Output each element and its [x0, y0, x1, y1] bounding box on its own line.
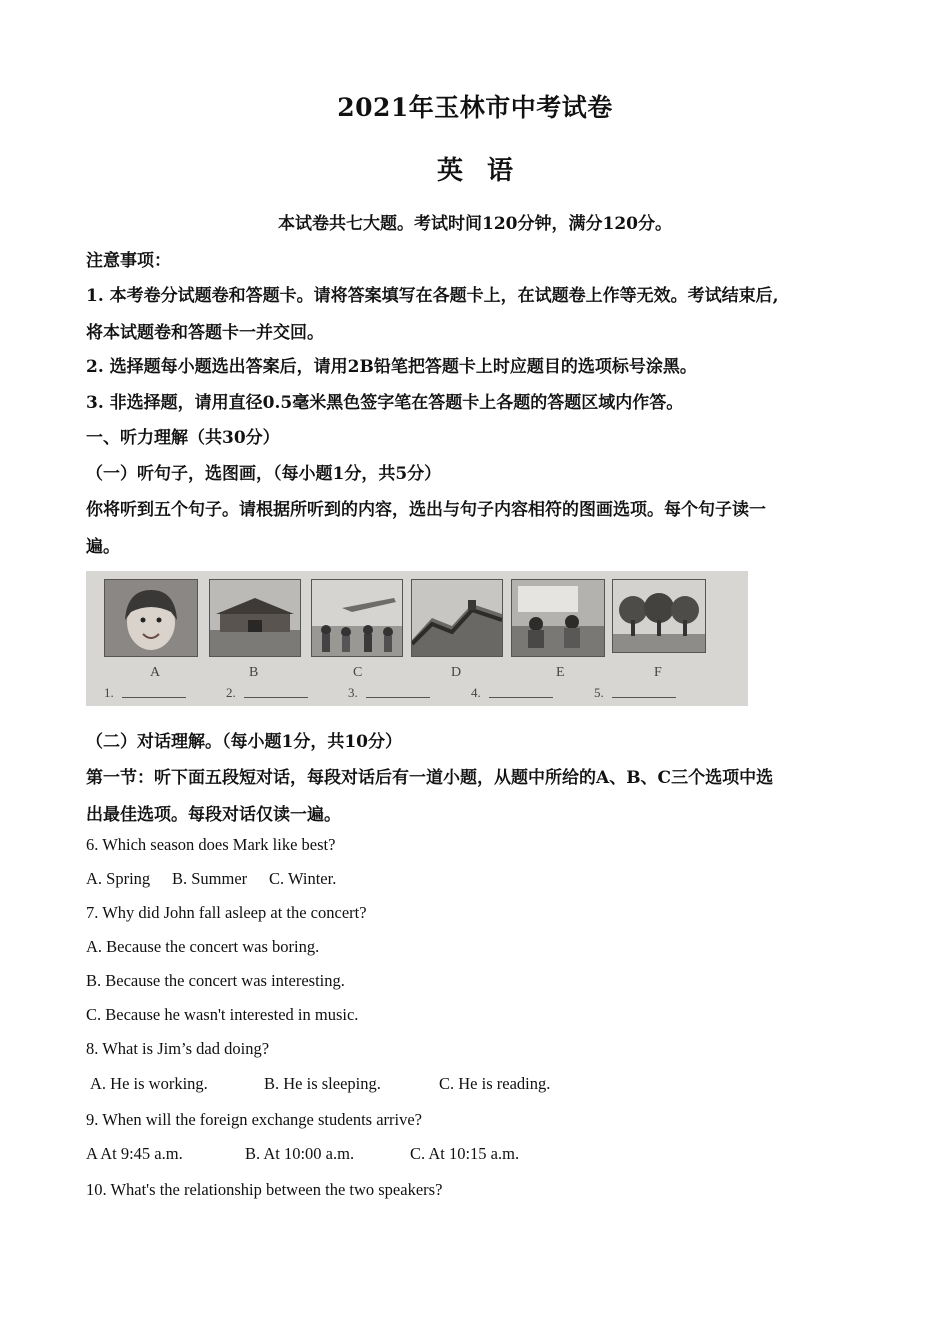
section-heading-listening: 一、听力理解（共30分） — [86, 428, 280, 448]
q9-option-c[interactable]: C. At 10:15 a.m. — [410, 1144, 520, 1163]
exam-title: 2021年玉林市中考试卷 — [337, 93, 613, 122]
picture-f-trees — [612, 579, 706, 653]
q7-option-c[interactable]: C. Because he wasn't interested in music. — [86, 1005, 359, 1024]
note-item-1-cont: 将本试题卷和答题卡一并交回。 — [86, 323, 324, 343]
picture-label-c: C — [353, 665, 363, 680]
blank-number-3: 3. — [348, 685, 358, 700]
answer-blank-1[interactable] — [122, 697, 186, 698]
question-10: 10. What's the relationship between the two speakers? — [86, 1180, 443, 1199]
part2-instruction: 第一节：听下面五段短对话，每段对话后有一道小题，从题中所给的A、B、C三个选项中选 — [86, 768, 774, 788]
picture-label-f: F — [654, 665, 662, 680]
q6-option-b[interactable]: B. Summer — [172, 869, 248, 888]
answer-blank-2[interactable] — [244, 697, 308, 698]
picture-a-girl — [104, 579, 198, 657]
q9-option-b[interactable]: B. At 10:00 a.m. — [245, 1144, 355, 1163]
part1-heading: （一）听句子，选图画，（每小题1分，共5分） — [86, 464, 442, 484]
question-7: 7. Why did John fall asleep at the concert? — [86, 903, 367, 922]
q6-option-a[interactable]: A. Spring — [86, 869, 151, 888]
part2-instruction-cont: 出最佳选项。每段对话仅读一遍。 — [86, 805, 341, 825]
answer-blank-3[interactable] — [366, 697, 430, 698]
question-6: 6. Which season does Mark like best? — [86, 835, 336, 854]
answer-blank-5[interactable] — [612, 697, 676, 698]
note-item-2: 2. 选择题每小题选出答案后，请用2B铅笔把答题卡上时应题目的选项标号涂黑。 — [86, 357, 697, 377]
note-item-3: 3. 非选择题，请用直径0.5毫米黑色签字笔在答题卡上各题的答题区域内作答。 — [86, 393, 684, 413]
subject-title: 英语 — [436, 156, 537, 186]
picture-label-d: D — [451, 665, 462, 680]
q9-option-a[interactable]: A At 9:45 a.m. — [86, 1144, 183, 1163]
exam-info: 本试卷共七大题。考试时间120分钟，满分120分。 — [278, 214, 672, 234]
picture-d-great-wall — [411, 579, 503, 657]
q7-option-a[interactable]: A. Because the concert was boring. — [86, 937, 320, 956]
picture-label-b: B — [249, 665, 259, 680]
part1-instruction: 你将听到五个句子。请根据所听到的内容，选出与句子内容相符的图画选项。每个句子读一 — [86, 500, 766, 520]
blank-number-4: 4. — [471, 685, 481, 700]
question-8: 8. What is Jim’s dad doing? — [86, 1039, 270, 1058]
picture-strip — [86, 571, 748, 706]
picture-label-a: A — [150, 665, 161, 680]
picture-label-e: E — [556, 665, 565, 680]
picture-c-airport — [311, 579, 403, 657]
q6-option-c[interactable]: C. Winter. — [269, 869, 337, 888]
q7-option-b[interactable]: B. Because the concert was interesting. — [86, 971, 345, 990]
q8-option-b[interactable]: B. He is sleeping. — [264, 1074, 381, 1093]
picture-e-classroom — [511, 579, 605, 657]
blank-number-5: 5. — [594, 685, 604, 700]
answer-blank-4[interactable] — [489, 697, 553, 698]
q8-option-a[interactable]: A. He is working. — [90, 1074, 208, 1093]
picture-b-tiananmen — [209, 579, 301, 657]
part1-instruction-cont: 遍。 — [86, 537, 120, 557]
q8-option-c[interactable]: C. He is reading. — [439, 1074, 551, 1093]
blank-number-2: 2. — [226, 685, 236, 700]
part2-heading: （二）对话理解。（每小题1分，共10分） — [86, 732, 402, 752]
question-9: 9. When will the foreign exchange students arrive? — [86, 1110, 422, 1129]
note-item-1: 1. 本考卷分试题卷和答题卡。请将答案填写在各题卡上，在试题卷上作等无效。考试结束后, — [86, 286, 779, 306]
notes-heading: 注意事项： — [86, 251, 171, 271]
blank-number-1: 1. — [104, 685, 114, 700]
